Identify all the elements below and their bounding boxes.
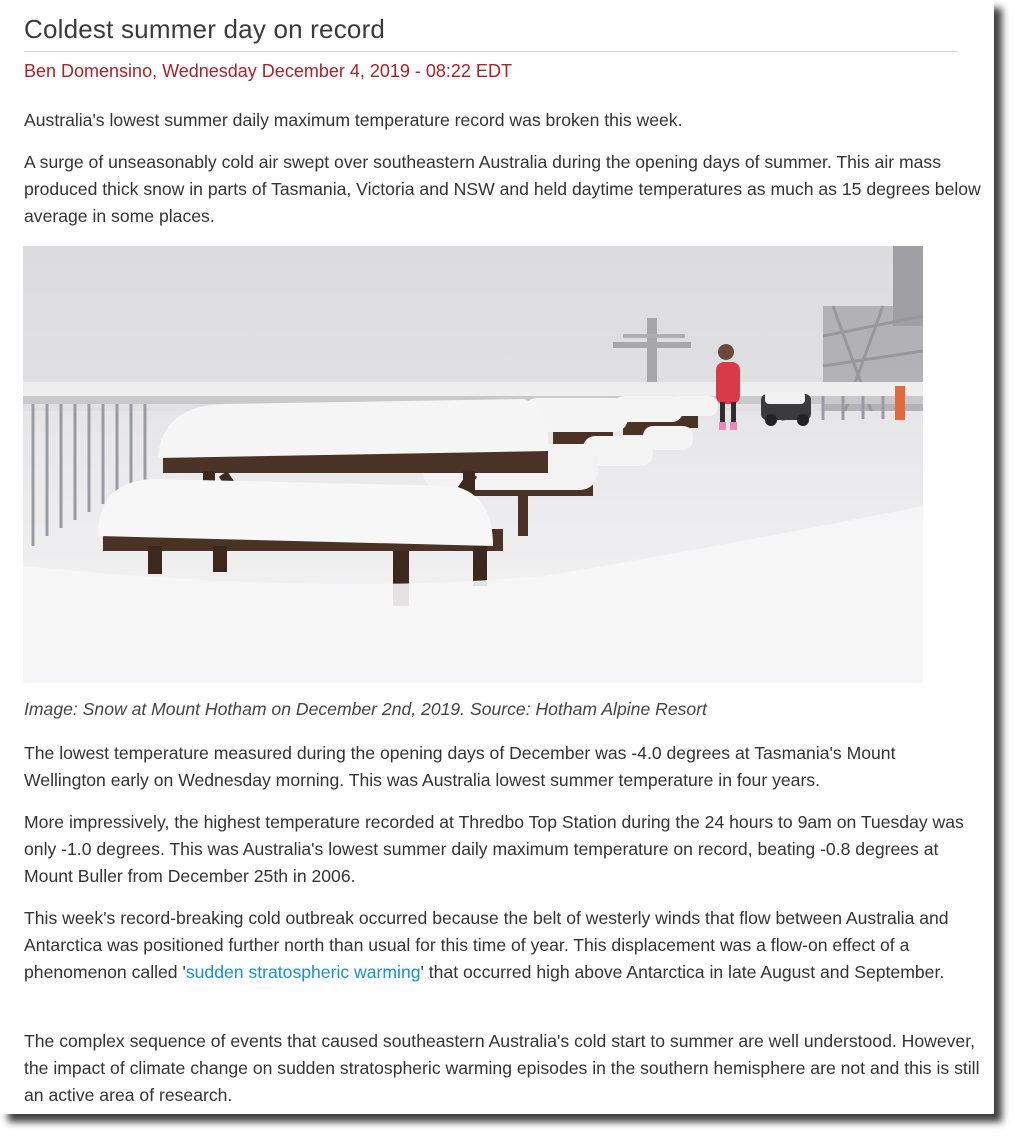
image-caption: Image: Snow at Mount Hotham on December 2nd, 2019. Source: Hotham Alpine Resort	[24, 699, 707, 719]
title-divider	[24, 51, 958, 52]
sudden-stratospheric-warming-link[interactable]: sudden stratospheric warming	[185, 962, 421, 982]
paragraph-1: A surge of unseasonably cold air swept over southeastern Australia during the opening days of summer. This air mass produced thick snow in parts of Tasmania, Victoria and NSW and held daytime temperatures as much as 15 degrees below average in some places.	[24, 152, 981, 226]
paragraph-5: The complex sequence of events that caused southeastern Australia's cold start to summer are well understood. However, the impact of climate change on sudden stratospheric warming episodes in the southern hemisphere are not and this is still an active area of research.	[24, 1031, 980, 1105]
paragraph-4-text-after: ' that occurred high above Antarctica in late August and September.	[420, 962, 945, 982]
article-byline: Ben Domensino, Wednesday December 4, 2019 - 08:22 EDT	[24, 61, 512, 81]
article-title: Coldest summer day on record	[24, 14, 386, 44]
paragraph-2: The lowest temperature measured during the opening days of December was -4.0 degrees at Tasmania's Mount Wellington early on Wednesday morning. This was Australia lowest summer temperature in four years.	[24, 743, 896, 790]
paragraph-4-text-before: This week's record-breaking cold outbreak occurred because the belt of westerly winds that flow between Australia and Antarctica was positioned further north than usual for this time of year. This displacement was a flow-on effect of a phenomenon called '	[24, 908, 949, 982]
intro-paragraph: Australia's lowest summer daily maximum temperature record was broken this week.	[24, 110, 683, 130]
paragraph-4	[24, 905, 982, 986]
snow-photo	[23, 246, 923, 683]
paragraph-3: More impressively, the highest temperature recorded at Thredbo Top Station during the 24 hours to 9am on Tuesday was only -1.0 degrees. This was Australia's lowest summer daily maximum temperature on record, beating -0.8 degrees at Mount Buller from December 25th in 2006.	[24, 812, 964, 886]
